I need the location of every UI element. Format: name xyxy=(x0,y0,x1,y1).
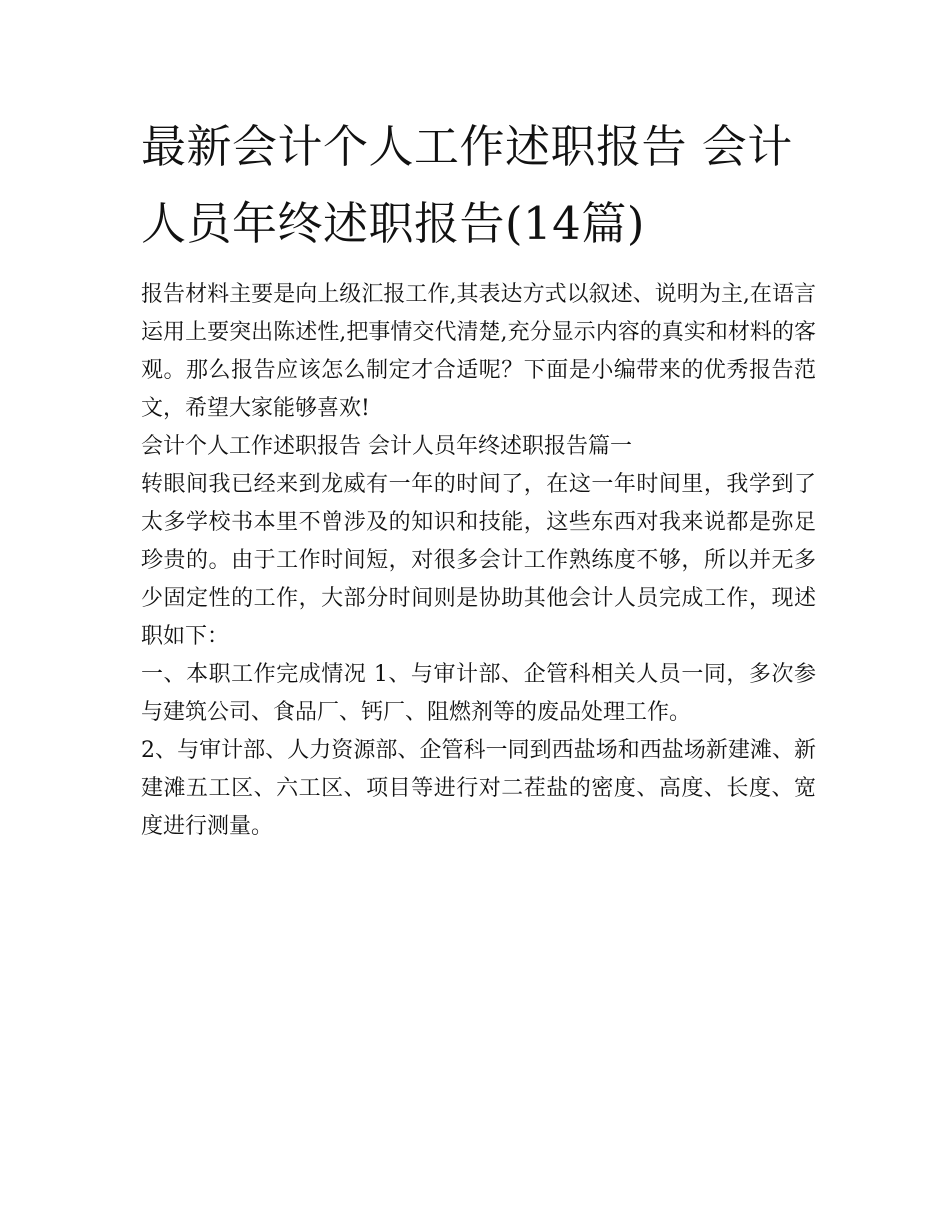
work-item-1: 一、本职工作完成情况 1、与审计部、企管科相关人员一同，多次参与建筑公司、食品厂、钙厂、阻燃剂等的废品处理工作。 xyxy=(141,662,816,725)
paragraph-list xyxy=(141,276,816,846)
intro-paragraph: 报告材料主要是向上级汇报工作,其表达方式以叙述、说明为主,在语言运用上要突出陈述性,把事情交代清楚,充分显示内容的真实和材料的客观。那么报告应该怎么制定才合适呢？下面是小编带来的优秀报告范文，希望大家能够喜欢! xyxy=(141,282,816,421)
work-item-2: 2、与审计部、人力资源部、企管科一同到西盐场和西盐场新建滩、新建滩五工区、六工区、项目等进行对二茬盐的密度、高度、长度、宽度进行测量。 xyxy=(141,738,816,839)
document-body xyxy=(141,108,816,846)
document-title: 最新会计个人工作述职报告 会计人员年终述职报告(14篇) xyxy=(141,120,793,250)
body-paragraph: 转眼间我已经来到龙威有一年的时间了，在这一年时间里，我学到了太多学校书本里不曾涉及的知识和技能，这些东西对我来说都是弥足珍贵的。由于工作时间短，对很多会计工作熟练度不够，所以并无多少固定性的工作，大部分时间则是协助其他会计人员完成工作，现述职如下： xyxy=(141,472,816,649)
section-heading: 会计个人工作述职报告 会计人员年终述职报告篇一 xyxy=(141,434,632,459)
